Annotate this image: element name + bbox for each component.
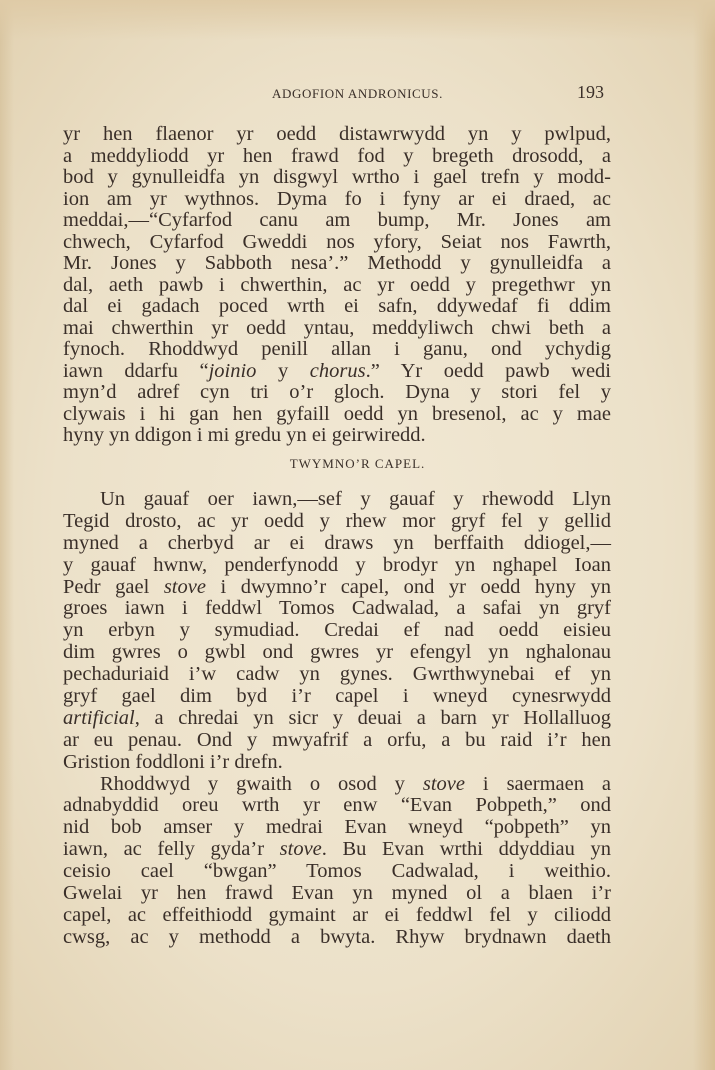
text-line [63, 598, 611, 620]
text-line [63, 752, 611, 774]
text-run: ion am yr wythnos. Dyma fo i fyny ar ei draed, ac [63, 187, 611, 210]
italic-text: stove [279, 838, 322, 861]
text-run: Gristion foddloni i’r drefn. [63, 750, 283, 773]
text-run: , a chredai yn sicr y deuai a barn yr Hollalluog [134, 706, 611, 729]
italic-text: joinio [208, 359, 257, 382]
text-line [63, 927, 611, 949]
text-run: clywais i hi gan hen gyfaill oedd yn bresenol, ac y mae [63, 402, 611, 425]
text-line [63, 861, 611, 883]
text-run: dal, aeth pawb i chwerthin, ac yr oedd y pregethwr yn [63, 273, 611, 296]
text-run: hyny yn ddigon i mi gredu yn ei geirwiredd. [63, 424, 426, 446]
text-line [63, 361, 611, 383]
text-run: Rhoddwyd y gwaith o osod y [100, 772, 423, 795]
text-run: chwech, Cyfarfod Gweddi nos yfory, Seiat nos Fawrth, [63, 230, 611, 253]
text-run: capel, ac effeithiodd gymaint ar ei feddwl fel y ciliodd [63, 903, 611, 926]
text-line [63, 839, 611, 861]
text-line [63, 686, 611, 708]
text-run: myn’d adref cyn tri o’r gloch. Dyna y stori fel y [63, 381, 611, 403]
text-line [63, 167, 611, 189]
text-line [63, 189, 611, 211]
text-line [63, 905, 611, 927]
text-run: Pedr gael [63, 575, 164, 598]
text-line [63, 382, 611, 404]
text-line [63, 533, 611, 555]
page-edge-shadow [0, 0, 14, 1070]
text-line [63, 795, 611, 817]
text-line [63, 232, 611, 254]
text-run: i dwymno’r capel, ond yr oedd hyny yn [205, 575, 611, 598]
text-line [63, 730, 611, 752]
page-edge-shadow [0, 0, 715, 40]
text-line [63, 210, 611, 232]
text-line [63, 817, 611, 839]
text-line [63, 708, 611, 730]
text-run: a meddyliodd yr hen frawd fod y bregeth drosodd, a [63, 144, 611, 167]
paragraph-2 [63, 489, 611, 774]
text-run: pechaduriaid i’w cadw yn gynes. Gwrthwynebai ef yn [63, 663, 611, 686]
text-line [63, 511, 611, 533]
text-line [63, 664, 611, 686]
text-run: myned a cherbyd ar ei draws yn berffaith ddiogel,— [63, 531, 611, 554]
text-run: y [256, 359, 310, 382]
text-line [63, 883, 611, 905]
text-run: bod y gynulleidfa yn disgwyl wrtho i gael trefn y modd- [63, 166, 611, 188]
italic-text: chorus [309, 359, 366, 382]
italic-text: stove [422, 772, 465, 795]
paragraph-2-3 [63, 489, 611, 949]
text-run: cwsg, ac y methodd a bwyta. Rhyw brydnawn daeth [63, 925, 611, 948]
text-run: yn erbyn y symudiad. Credai ef nad oedd eisieu [63, 619, 611, 642]
section-heading: TWYMNO’R CAPEL. [289, 456, 426, 471]
text-run: dim gwres o gwbl ond gwres yr efengyl yn nghalonau [63, 641, 611, 664]
text-run: . Bu Evan wrthi ddyddiau yn [321, 838, 611, 861]
text-line [63, 253, 611, 275]
text-line [63, 146, 611, 168]
text-line [63, 404, 611, 426]
text-run: nid bob amser y medrai Evan wneyd “pobpeth” yn [63, 816, 611, 839]
text-run: iawn ddarfu “ [63, 359, 209, 382]
text-run: y gauaf hwnw, penderfynodd y brodyr yn nghapel Ioan [63, 553, 611, 576]
text-run: dal ei gadach poced wrth ei safn, ddywedaf fi ddim [63, 295, 611, 317]
paragraph-1 [63, 124, 611, 447]
page-number: 193 [577, 82, 604, 102]
text-run: fynoch. Rhoddwyd penill allan i ganu, ond ychydig [63, 338, 611, 360]
text-run: Tegid drosto, ac yr oedd y rhew mor gryf fel y gellid [63, 509, 611, 532]
text-line [63, 425, 611, 447]
text-line [63, 555, 611, 577]
text-run: Gwelai yr hen frawd Evan yn myned ol a blaen i’r [63, 882, 611, 905]
italic-text: artificial [63, 706, 135, 729]
text-run: iawn, ac felly gyda’r [63, 838, 280, 861]
text-run: Mr. Jones y Sabboth nesa’.” Methodd y gynulleidfa a [63, 252, 611, 274]
page-edge-shadow [693, 0, 715, 1070]
text-line [63, 489, 611, 511]
text-line [63, 620, 611, 642]
text-line [63, 124, 611, 146]
text-run: ar eu penau. Ond y mwyafrif a orfu, a bu raid i’r hen [63, 728, 611, 751]
text-run: .” Yr oedd pawb wedi [365, 359, 611, 382]
text-run: meddai,—“Cyfarfod canu am bump, Mr. Jones am [63, 209, 611, 231]
text-run: adnabyddid oreu wrth yr enw “Evan Pobpeth,” ond [63, 794, 611, 817]
text-run: yr hen flaenor yr oedd distawrwydd yn y pwlpud, [63, 123, 611, 145]
text-line [63, 774, 611, 796]
text-line [63, 296, 611, 318]
text-line [63, 318, 611, 340]
text-run: ceisio cael “bwgan” Tomos Cadwalad, i weithio. [63, 860, 611, 883]
paragraph-3 [63, 774, 611, 949]
text-line [63, 275, 611, 297]
running-head: ADGOFION ANDRONICUS. [272, 86, 443, 101]
text-run: Un gauaf oer iawn,—sef y gauaf y rhewodd Llyn [100, 488, 611, 510]
text-run: i saermaen a [465, 772, 611, 795]
text-line [63, 642, 611, 664]
italic-text: stove [163, 575, 206, 598]
text-line [63, 577, 611, 599]
text-run: gryf gael dim byd i’r capel i wneyd cynesrwydd [63, 685, 611, 708]
text-run: groes iawn i feddwl Tomos Cadwalad, a safai yn gryf [63, 597, 611, 620]
text-line [63, 339, 611, 361]
text-run: mai chwerthin yr oedd yntau, meddyliwch chwi beth a [63, 316, 611, 339]
